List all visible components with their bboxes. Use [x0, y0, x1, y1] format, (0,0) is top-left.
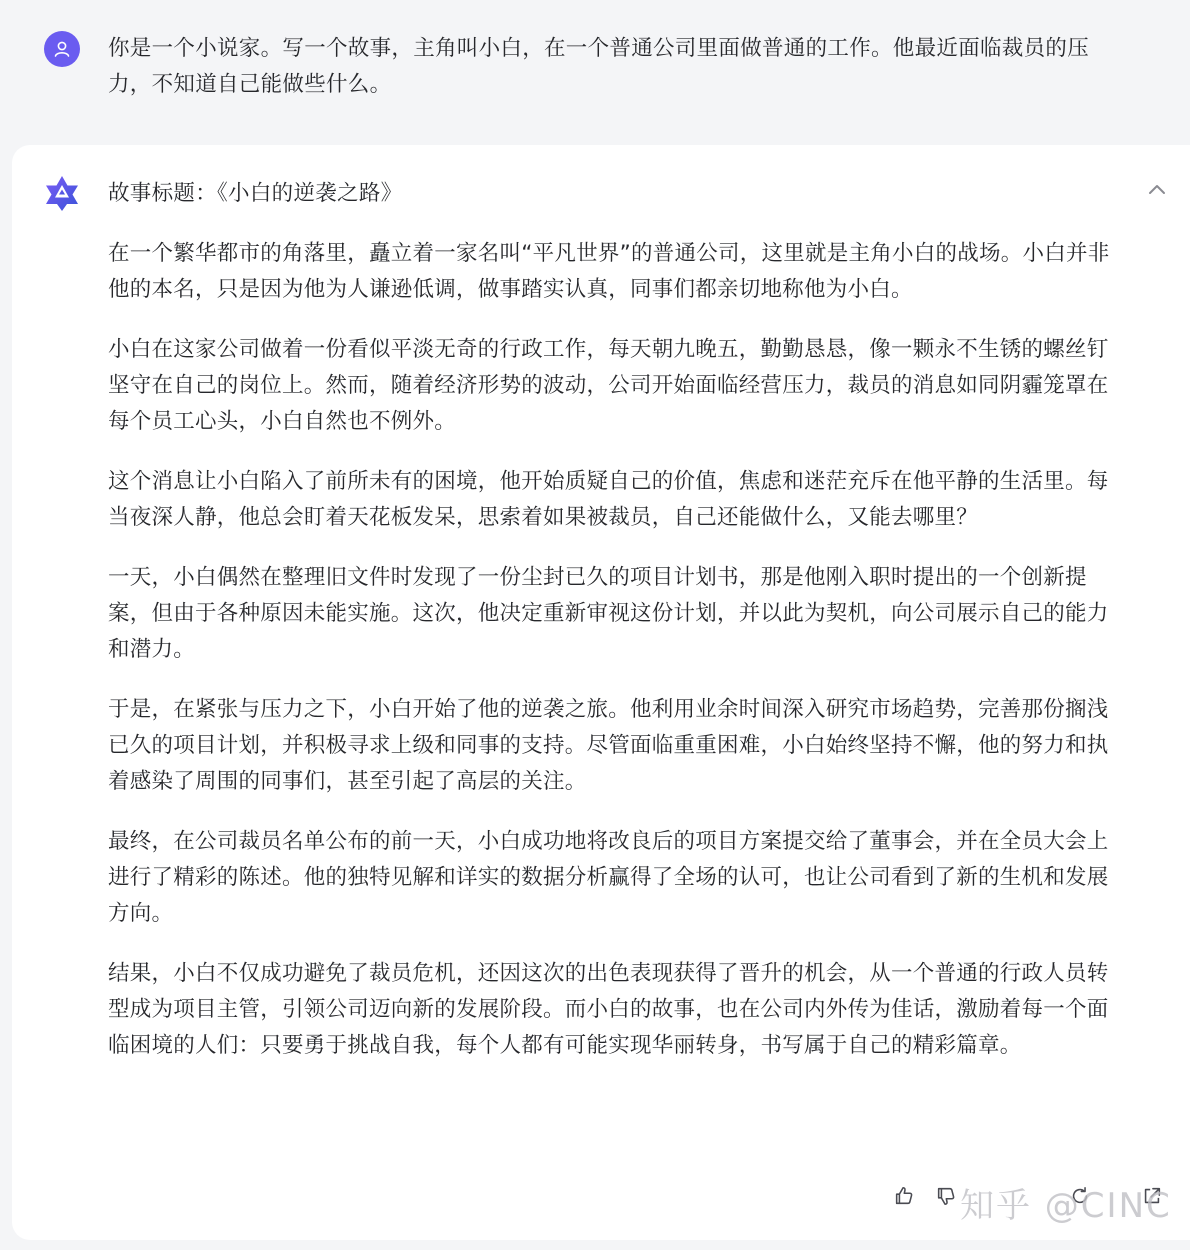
share-icon: [1141, 1185, 1163, 1207]
dislike-button[interactable]: [932, 1182, 960, 1210]
user-avatar: [44, 31, 80, 67]
story-body: [108, 236, 1120, 1088]
like-button[interactable]: [890, 1182, 918, 1210]
response-action-bar: [890, 1180, 1166, 1212]
user-message-row: [0, 0, 1190, 145]
story-paragraph: 结果，小白不仅成功避免了裁员危机，还因这次的出色表现获得了晋升的机会，从一个普通的行政人员转型成为项目主管，引领公司迈向新的发展阶段。而小白的故事，也在公司内外传为佳话，激励着每一个面临困境的人们：只要勇于挑战自我，每个人都有可能实现华丽转身，书写属于自己的精彩篇章。: [108, 961, 1109, 1058]
story-title: 故事标题：《小白的逆袭之路》: [108, 181, 403, 206]
story-paragraph: 在一个繁华都市的角落里，矗立着一家名叫“平凡世界”的普通公司，这里就是主角小白的战场。小白并非他的本名，只是因为他为人谦逊低调，做事踏实认真，同事们都亲切地称他为小白。: [108, 241, 1110, 302]
story-paragraph: 一天，小白偶然在整理旧文件时发现了一份尘封已久的项目计划书，那是他刚入职时提出的一个创新提案，但由于各种原因未能实施。这次，他决定重新审视这份计划，并以此为契机，向公司展示自己的能力和潜力。: [108, 565, 1109, 662]
chevron-up-icon: [1146, 179, 1168, 201]
thumbs-up-icon: [893, 1185, 915, 1207]
story-paragraph: 小白在这家公司做着一份看似平淡无奇的行政工作，每天朝九晚五，勤勤恳恳，像一颗永不生锈的螺丝钉坚守在自己的岗位上。然而，随着经济形势的波动，公司开始面临经营压力，裁员的消息如同阴霾笼罩在每个员工心头，小白自然也不例外。: [108, 337, 1109, 434]
assistant-response-card: [12, 145, 1190, 1240]
user-icon: [52, 39, 72, 59]
thumbs-down-icon: [935, 1185, 957, 1207]
assistant-star-logo: [42, 173, 82, 213]
story-paragraph: 这个消息让小白陷入了前所未有的困境，他开始质疑自己的价值，焦虑和迷茫充斥在他平静的生活里。每当夜深人静，他总会盯着天花板发呆，思索着如果被裁员，自己还能做什么，又能去哪里？: [108, 469, 1109, 530]
user-message-text: 你是一个小说家。写一个故事，主角叫小白，在一个普通公司里面做普通的工作。他最近面临裁员的压力，不知道自己能做些什么。: [108, 36, 1090, 97]
watermark: 知乎 @CINC: [960, 1186, 1172, 1226]
share-button[interactable]: [1138, 1182, 1166, 1210]
story-paragraph: 于是，在紧张与压力之下，小白开始了他的逆袭之旅。他利用业余时间深入研究市场趋势，完善那份搁浅已久的项目计划，并积极寻求上级和同事的支持。尽管面临重重困难，小白始终坚持不懈，他的努力和执着感染了周围的同事们，甚至引起了高层的关注。: [108, 697, 1109, 794]
regenerate-button[interactable]: [1066, 1182, 1094, 1210]
story-paragraph: 最终，在公司裁员名单公布的前一天，小白成功地将改良后的项目方案提交给了董事会，并在全员大会上进行了精彩的陈述。他的独特见解和详实的数据分析赢得了全场的认可，也让公司看到了新的生机和发展方向。: [108, 829, 1109, 926]
refresh-icon: [1069, 1185, 1091, 1207]
collapse-button[interactable]: [1146, 179, 1168, 201]
